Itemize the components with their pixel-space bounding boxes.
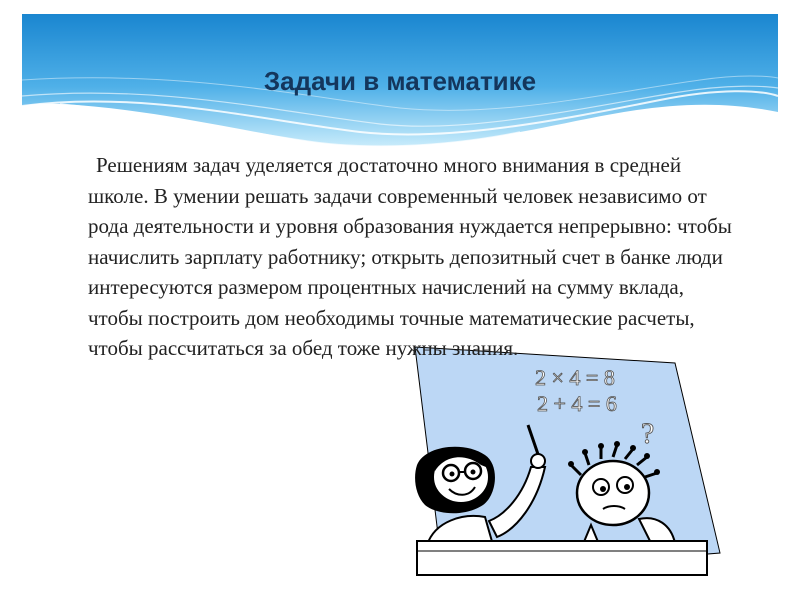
board-equation-1: 2 × 4 = 8 xyxy=(535,365,615,390)
board-equation-2: 2 + 4 = 6 xyxy=(537,391,617,416)
body-paragraph: Решениям задач уделяется достаточно много внимания в средней школе. В умении решать задачи современный человек независимо от рода деятельности и уровня образования нуждается непрерывно: чтобы начислить зарплату работнику; открыть депозитный счет в банке люди интересуются размером процентных начислений на сумму вклада, чтобы построить дом необходимы точные математические расчеты, чтобы рассчитаться за обед тоже нужны знания. xyxy=(88,153,732,360)
students-illustration xyxy=(405,345,725,585)
question-mark-icon: ? xyxy=(641,417,655,450)
slide-title: Задачи в математике xyxy=(263,66,537,96)
school-desk xyxy=(417,541,707,575)
